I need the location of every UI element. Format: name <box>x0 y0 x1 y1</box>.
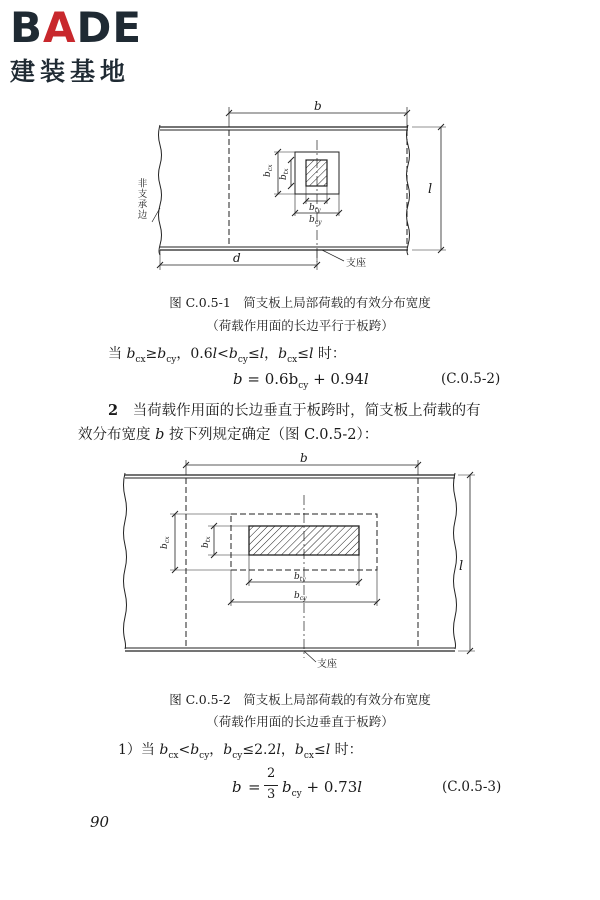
equation1-number: (C.0.5-2) <box>441 371 501 387</box>
paragraph2-line1: 2 当荷载作用面的长边垂直于板跨时，简支板上荷载的有 <box>108 402 481 419</box>
logo-subtitle: 建装基地 <box>10 57 131 86</box>
figure2-caption-line2: （荷载作用面的长边垂直于板跨） <box>206 714 394 729</box>
fig2-label-l: l <box>459 559 464 574</box>
equation1: $b = 0.6b_{cy} + 0.94l$ <box>233 370 369 391</box>
fig2-label-bty: $b_{ty}$ <box>294 572 306 583</box>
logo-wordmark: BADE <box>10 3 143 52</box>
figure2-caption-line1: 图 C.0.5-2 简支板上局部荷载的有效分布宽度 <box>169 692 431 707</box>
figure-c0-5-2 <box>0 440 600 680</box>
fig2-label-bcx: $b_{cx}$ <box>160 536 171 549</box>
figure1-caption-line2: （荷载作用面的长边平行于板跨） <box>206 318 394 333</box>
figure1-caption-line1: 图 C.0.5-1 简支板上局部荷载的有效分布宽度 <box>169 295 431 310</box>
equation2-number: (C.0.5-3) <box>442 779 502 795</box>
fig1-label-bty: $b_{ty}$ <box>309 203 321 214</box>
fig1-label-l: l <box>428 182 433 197</box>
condition2: 1）当 $b_{cx}<b_{cy}$，$b_{cy}\le 2.2l$，$b_{cx}\le l$ 时： <box>118 742 363 761</box>
fig2-label-bcy: $b_{cy}$ <box>294 591 307 602</box>
fig1-label-non-support-edge: 非支承边 <box>135 178 147 220</box>
figure-c0-5-1 <box>0 0 600 300</box>
fig2-label-btx: $b_{tx}$ <box>201 536 212 548</box>
fig2-label-b: b <box>300 451 308 465</box>
fig2-label-support: 支座 <box>317 659 337 670</box>
fig1-label-support: 支座 <box>346 258 366 269</box>
fig1-label-btx: $b_{tx}$ <box>279 168 290 180</box>
fig1-label-d: d <box>233 251 241 265</box>
condition1: 当 $b_{cx}\ge b_{cy}$，$0.6l<b_{cy}\le l$，$b_{cx}\le l$ 时： <box>108 346 346 365</box>
fig1-label-bcy: $b_{cy}$ <box>309 215 322 226</box>
page-number: 90 <box>90 813 110 831</box>
fig1-label-bcx: $b_{cx}$ <box>263 164 274 177</box>
paragraph2-line2: 效分布宽度 b 按下列规定确定（图 C.0.5-2）： <box>78 427 379 443</box>
fig1-label-b: b <box>314 99 322 113</box>
